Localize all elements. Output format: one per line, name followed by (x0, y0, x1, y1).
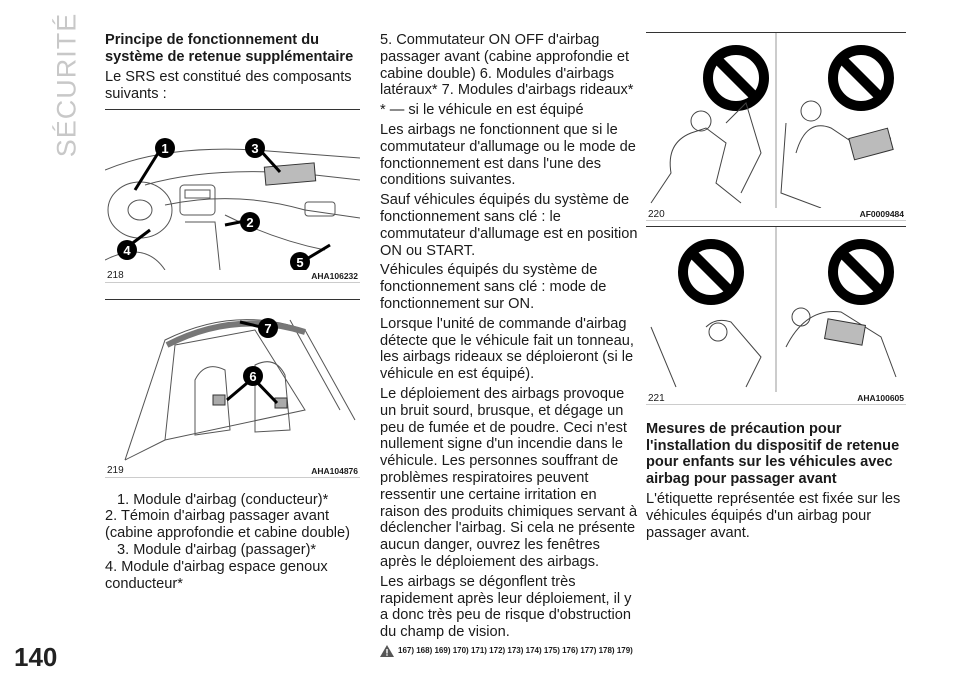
warning-icon (380, 645, 394, 657)
section-heading: Mesures de précaution pour l'installation du dispositif de retenue pour enfants sur les véhicules avec airbag pour passager avant (646, 421, 900, 487)
column-2 (380, 32, 638, 657)
list-item: 4. Module d'airbag espace genoux conducteur* (105, 558, 328, 592)
intro-text: Le SRS est constitué des composants suivants : (105, 69, 352, 102)
figure-number: 221 (648, 392, 665, 404)
child-seat-warning-illustration (646, 33, 906, 208)
column-1 (105, 32, 360, 592)
figure-code: AHA106232 (311, 270, 358, 281)
figure-caption (105, 270, 360, 283)
figure-number: 219 (107, 465, 124, 477)
figure-caption (646, 392, 906, 405)
figure-code: AHA104876 (311, 465, 358, 476)
callout-5: 5 (296, 254, 304, 270)
column-3 (646, 32, 906, 544)
component-list (105, 492, 360, 593)
paragraph: Les airbags se dégonflent très rapidement après leur déploiement, il y a donc très peu de risque d'obstruction du champ de vision. (380, 573, 632, 641)
warning-references (380, 645, 638, 657)
figure-number: 220 (648, 208, 665, 220)
list-item: 2. Témoin d'airbag passager avant (cabine approfondie et cabine double) (105, 508, 351, 542)
list-item: 3. Module d'airbag (passager)* (117, 541, 317, 558)
section-heading: Principe de fonctionnement du système de retenue supplémentaire (105, 32, 354, 65)
callout-1: 1 (161, 140, 169, 156)
paragraph: Véhicules équipés du système de fonctionnement sans clé : mode de fonctionnement sur ON. (380, 262, 607, 312)
callout-3: 3 (251, 140, 259, 156)
callout-2: 2 (246, 214, 254, 230)
figure-caption (646, 208, 906, 221)
footnote: * — si le véhicule en est équipé (380, 102, 584, 119)
section-title: SÉCURITÉ (51, 12, 82, 158)
paragraph: Les airbags ne fonctionnent que si le commutateur d'allumage ou le mode de fonctionnement est dans l'une des conditions suivantes. (380, 121, 636, 189)
figure-220 (646, 32, 906, 221)
list-item: 1. Module d'airbag (conducteur)* (117, 491, 329, 508)
page-number: 140 (14, 642, 58, 672)
dashboard-illustration (105, 110, 360, 270)
warning-refs-text: 167) 168) 169) 170) 171) 172) 173) 174) 175) 176) 177) 178) 179) (398, 645, 633, 655)
figure-caption (105, 465, 360, 478)
callout-7: 7 (264, 320, 272, 336)
side-airbag-illustration (105, 300, 360, 465)
child-seat-warning-illustration (646, 227, 906, 392)
paragraph: Lorsque l'unité de commande d'airbag détecte que le véhicule fait un tonneau, les airbags rideaux se déploieront (si le véhicule en est équipé). (380, 315, 634, 383)
figure-219 (105, 299, 360, 478)
figure-218 (105, 109, 360, 283)
paragraph: Le déploiement des airbags provoque un bruit sourd, brusque, et dégage un peu de fumée et de poudre. Ceci n'est nullement signe d'un incendie dans le véhicule. Les personnes souffrant de problèmes respiratoires peuvent ressentir une certaine irritation en raison des produits chimiques servant à déclencher l'airbag. Si cela ne présente aucun danger, ouvrez les fenêtres après le déploiement des airbags. (380, 385, 638, 570)
figure-221 (646, 226, 906, 405)
figure-code: AHA100605 (857, 393, 904, 403)
callout-4: 4 (123, 242, 131, 258)
paragraph: 5. Commutateur ON OFF d'airbag passager avant (cabine approfondie et cabine double) 6. Modules d'airbags latéraux* 7. Modules d'airbags rideaux* (380, 32, 634, 99)
paragraph: L'étiquette représentée est fixée sur les véhicules équipés d'un airbag pour passager avant. (646, 491, 901, 541)
paragraph: Sauf véhicules équipés du système de fonctionnement sans clé : le commutateur d'allumage est en position ON ou START. (380, 192, 638, 259)
figure-code: AF0009484 (859, 209, 904, 219)
callout-6: 6 (249, 368, 257, 384)
figure-number: 218 (107, 270, 124, 282)
